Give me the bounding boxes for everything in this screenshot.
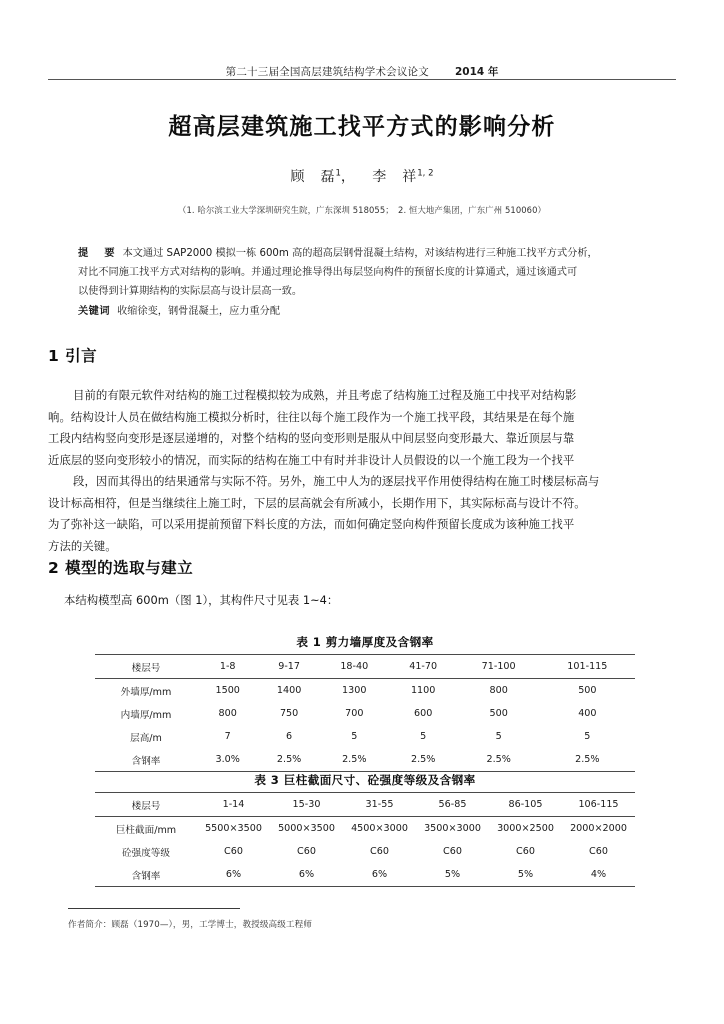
table-row [95, 702, 635, 725]
table-row [95, 679, 635, 703]
table-row [95, 863, 635, 887]
section-1-body [48, 385, 676, 557]
column-header: 71-100 [458, 655, 540, 679]
abstract-line-2: 对比不同施工找平方式对结构的影响。并通过理论推导得出每层竖向构件的预留长度的计算通式，通过该通式可 [78, 267, 578, 279]
table-cell: C60 [370, 846, 389, 857]
table-row [95, 817, 635, 841]
table-cell: 6 [286, 731, 293, 742]
table-cell: 1300 [342, 685, 367, 696]
column-header: 56-85 [416, 793, 489, 817]
abstract-line-1 [78, 244, 640, 263]
table-cell: C60 [443, 846, 462, 857]
affiliation-line: （1. 哈尔滨工业大学深圳研究生院，广东深圳 518055； 2. 恒大地产集团，广东广州 510060） [177, 205, 547, 215]
table-cell: 6% [270, 863, 343, 887]
table-cell: 3500×3000 [424, 823, 481, 834]
column-header: 106-115 [562, 793, 635, 817]
table-1 [95, 654, 635, 772]
column-header: 31-55 [343, 793, 416, 817]
body-line: 近底层的竖向变形较小的情况，而实际的结构在施工中有时并非设计人员假设的以一个施工段为一个找平 [48, 452, 575, 467]
table-cell: 600 [414, 708, 433, 719]
table-header-row [95, 655, 635, 679]
table-row [95, 748, 635, 772]
footnote-divider [68, 908, 240, 909]
table-cell: 5 [584, 731, 591, 742]
table-cell: 4500×3000 [351, 823, 408, 834]
section-heading-2: 2 模型的选取与建立 [48, 559, 194, 577]
abstract-label: 提 要 [78, 248, 118, 259]
table-row [95, 725, 635, 748]
conference-name: 第二十三届全国高层建筑结构学术会议论文 [225, 66, 429, 78]
table-cell: C60 [516, 846, 535, 857]
row-label: 层高/m [130, 732, 162, 744]
table-cell: C60 [589, 846, 608, 857]
table-cell: 7 [224, 731, 231, 742]
table-cell: 3.0% [197, 748, 258, 772]
column-header: 1-14 [197, 793, 270, 817]
table-cell: 500 [578, 685, 597, 696]
table-3 [95, 792, 635, 887]
table-cell: 700 [345, 708, 364, 719]
table-cell: 2.5% [320, 748, 389, 772]
body-line: 方法的关键。 [48, 538, 117, 553]
abstract-block [78, 244, 640, 321]
table-3-caption: 表 3 巨柱截面尺寸、砼强度等级及含钢率 [254, 773, 476, 787]
row-label: 内墙厚/mm [120, 709, 172, 721]
row-label: 巨柱截面/mm [115, 824, 177, 836]
table-cell: 3000×2500 [497, 823, 554, 834]
table-cell: C60 [297, 846, 316, 857]
author-name-1: 顾 磊 [290, 169, 336, 185]
table-cell: 400 [578, 708, 597, 719]
table-cell: 500 [489, 708, 508, 719]
table-cell: 1400 [276, 685, 302, 696]
row-label: 含钢率 [95, 863, 197, 887]
body-line: 段，因而其得出的结果通常与实际不符。另外，施工中人为的逐层找平作用使得结构在施工时楼层标高与 [73, 474, 600, 488]
author-list [48, 166, 676, 186]
table-cell: 1500 [215, 685, 240, 696]
running-header [48, 60, 676, 79]
table-3-container [95, 772, 635, 887]
body-line: 设计标高相符，但是当继续往上施工时，下层的层高就会有所减小，长期作用下，其实际标高与设计不符。 [48, 495, 586, 510]
table-1-caption: 表 1 剪力墙厚度及含钢率 [296, 635, 434, 649]
abstract-line-3: 以使得到计算期结构的实际层高与设计层高一致。 [78, 286, 303, 298]
row-label: 含钢率 [95, 748, 197, 772]
column-header: 18-40 [320, 655, 389, 679]
section-2-lead-text: 本结构模型高 600m（图 1），其构件尺寸见表 1~4： [64, 593, 339, 607]
table-cell: 1100 [410, 685, 436, 696]
row-label: 砼强度等级 [122, 847, 170, 859]
keywords-text: 收缩徐变，钢骨混凝土，应力重分配 [117, 305, 281, 317]
body-line: 响。结构设计人员在做结构施工模拟分析时，往往以每个施工段作为一个施工找平段，其结果是在每个施 [48, 409, 575, 424]
column-header: 101-115 [540, 655, 635, 679]
table-1-container [95, 634, 635, 772]
table-cell: 800 [489, 685, 508, 696]
column-header: 15-30 [270, 793, 343, 817]
page-content [48, 0, 676, 1024]
body-line: 工段内结构竖向变形是逐层递增的，对整个结构的竖向变形则是服从中间层竖向变形最大、靠近顶层与靠 [48, 431, 575, 445]
table-cell: 5 [420, 731, 427, 742]
table-cell: 5% [416, 863, 489, 887]
table-cell: 2.5% [458, 748, 540, 772]
table-cell: 6% [343, 863, 416, 887]
body-line: 目前的有限元软件对结构的施工过程模拟较为成熟，并且考虑了结构施工过程及施工中找平对结构影 [73, 388, 577, 402]
column-header: 41-70 [389, 655, 458, 679]
table-cell: 2000×2000 [570, 823, 627, 834]
table-cell: 2.5% [540, 748, 635, 772]
table-cell: 2.5% [389, 748, 458, 772]
conference-year: 2014 年 [454, 66, 499, 78]
column-header: 1-8 [197, 655, 258, 679]
table-cell: 5 [495, 731, 502, 742]
keywords-label: 关键词 [78, 305, 111, 317]
author-affil-marker-1: 1 [335, 168, 341, 179]
table-cell: 6% [197, 863, 270, 887]
section-heading-1: 1 引言 [48, 347, 98, 365]
page-title: 超高层建筑施工找平方式的影响分析 [168, 114, 556, 140]
column-header: 楼层号 [95, 793, 197, 817]
table-row [95, 840, 635, 863]
table-header-row [95, 793, 635, 817]
author-affil-marker-2: 1, 2 [417, 168, 434, 179]
table-cell: 5000×3500 [278, 823, 335, 834]
column-header: 9-17 [258, 655, 319, 679]
author-separator: ， [340, 169, 356, 185]
keywords-line [78, 302, 640, 321]
header-divider [48, 79, 676, 80]
table-cell: 4% [562, 863, 635, 887]
row-label: 外墙厚/mm [120, 686, 172, 698]
author-biography-footnote: 作者简介：顾磊（1970—），男，工学博士，教授级高级工程师 [68, 920, 313, 930]
table-cell: 5 [351, 731, 358, 742]
table-cell: 800 [218, 708, 237, 719]
table-cell: 750 [279, 708, 299, 719]
column-header: 86-105 [489, 793, 562, 817]
author-name-2: 李 祥 [372, 169, 418, 185]
column-header: 楼层号 [95, 655, 197, 679]
table-cell: 2.5% [258, 748, 319, 772]
table-cell: C60 [224, 846, 243, 857]
table-cell: 5500×3500 [205, 823, 262, 834]
body-line: 为了弥补这一缺陷，可以采用提前预留下料长度的方法，而如何确定竖向构件预留长度成为该种施工找平 [48, 517, 575, 531]
abstract-text-1: 本文通过 SAP2000 模拟一栋 600m 高的超高层钢骨混凝土结构，对该结构进行三种施工找平方式分析， [122, 248, 598, 259]
table-cell: 5% [489, 863, 562, 887]
